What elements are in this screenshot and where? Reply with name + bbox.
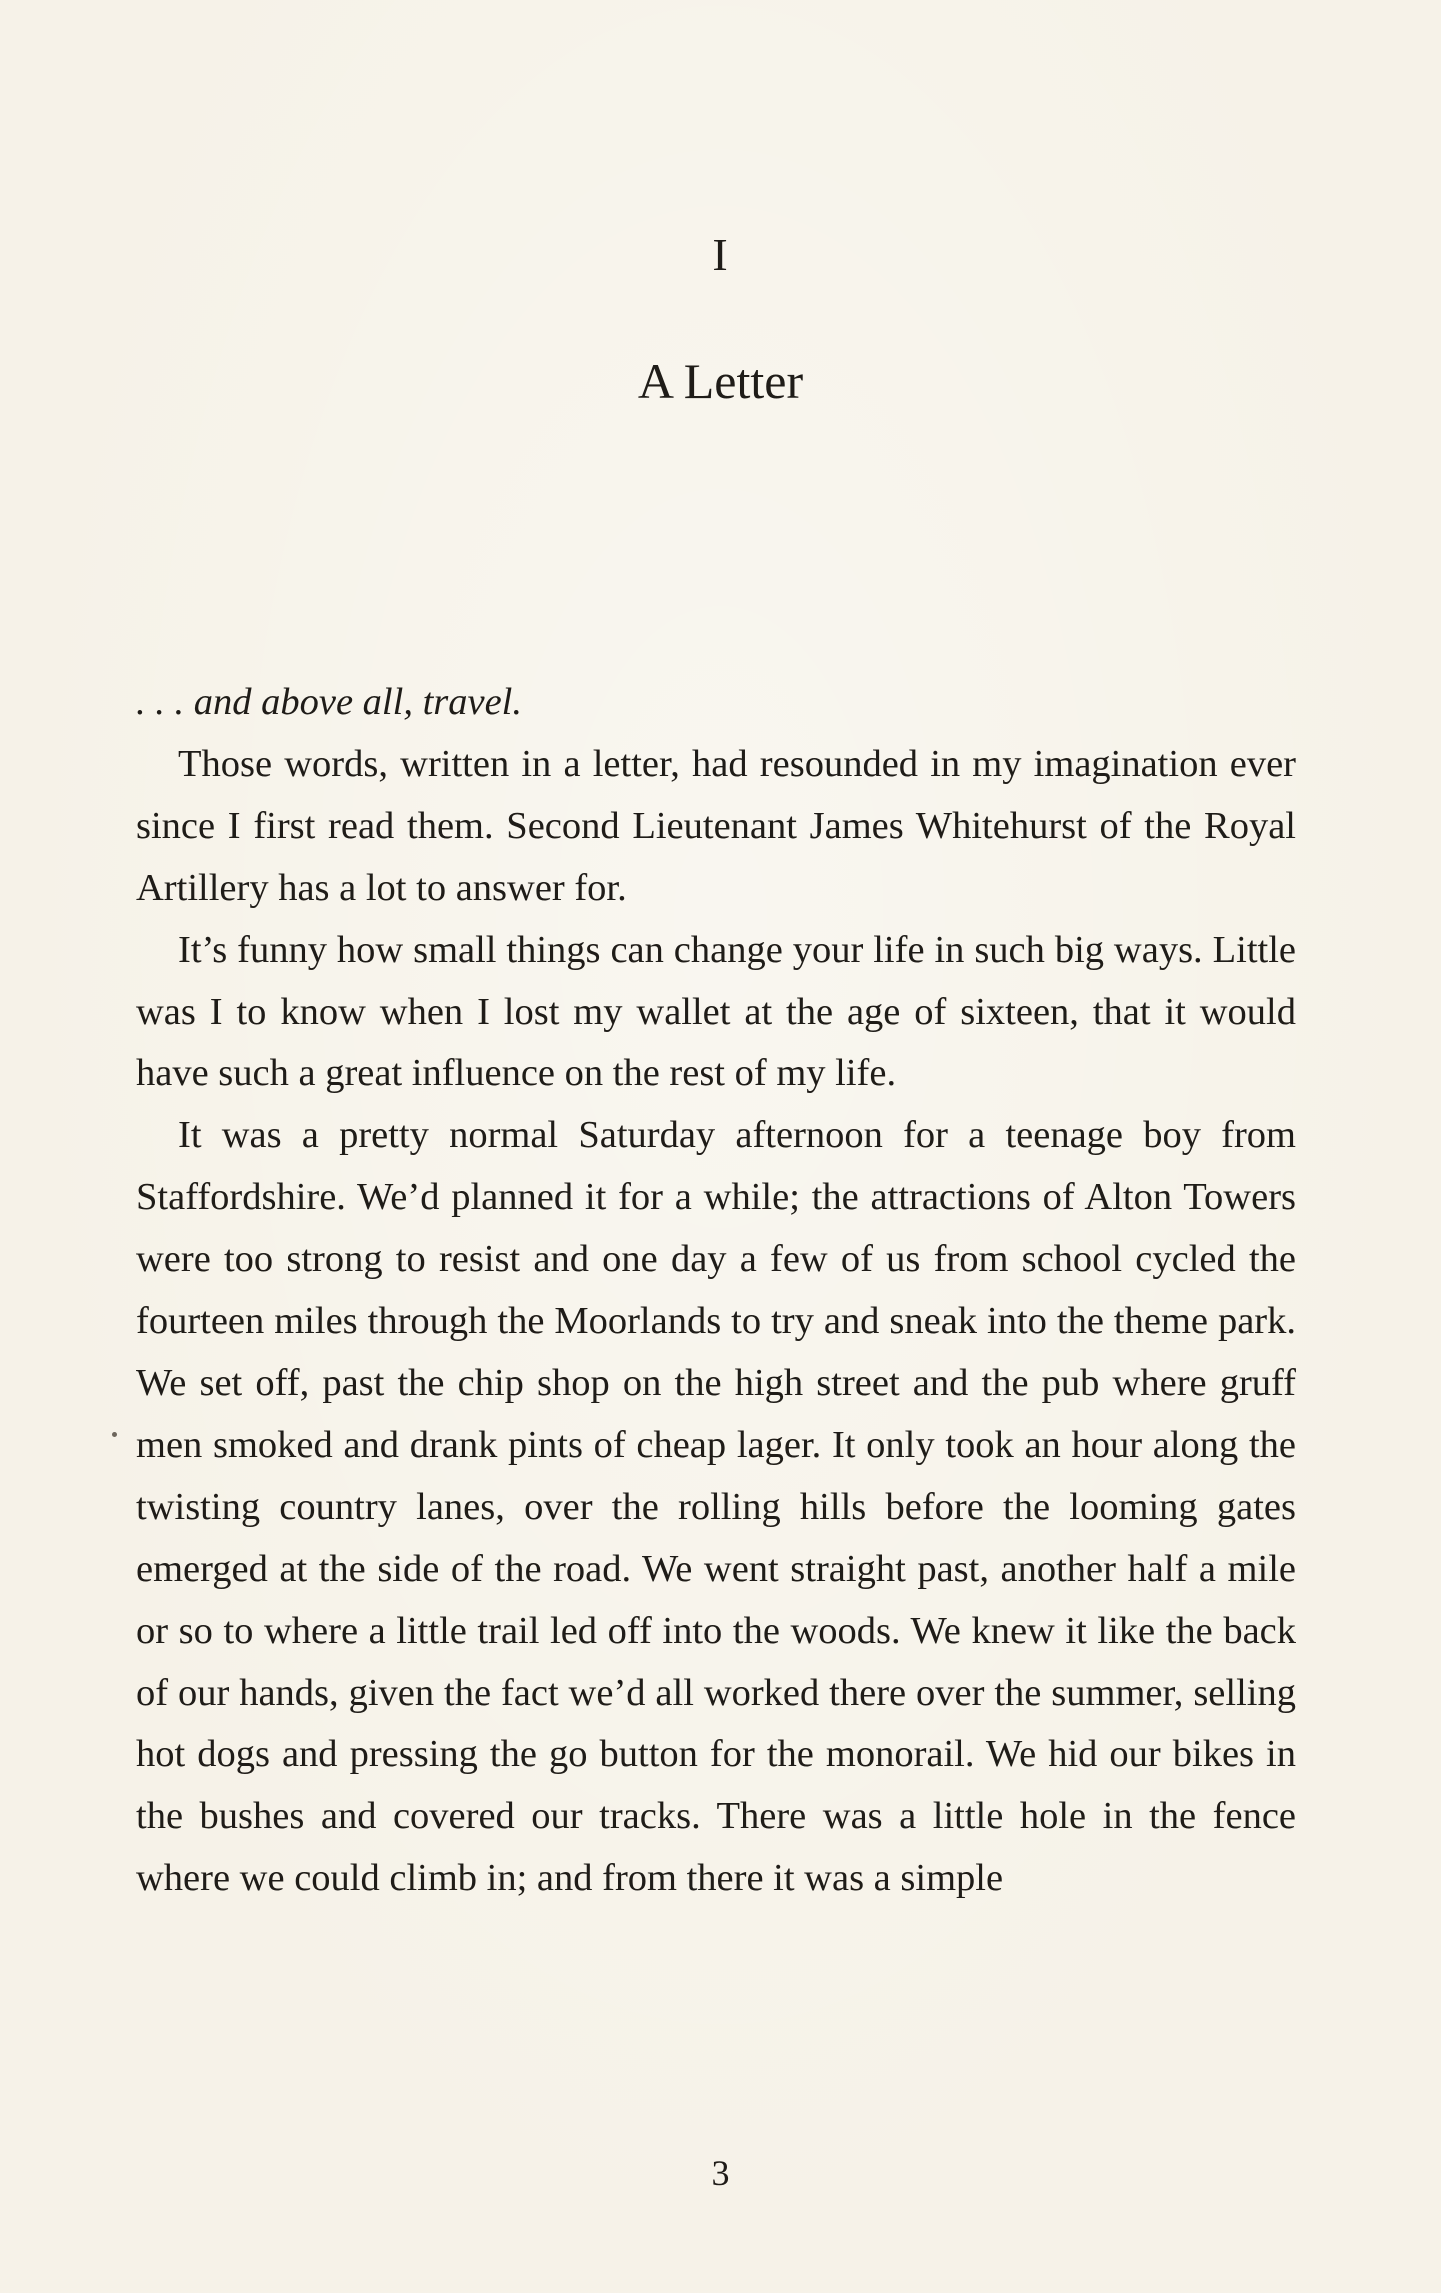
- paragraph-3: It was a pretty normal Saturday afternoon for a teenage boy from Staffordshire. We’d planned it for a while; the attractions of Alton Towers were too strong to resist and one day a few of us from school cycled the fourteen miles through the Moorlands to try and sneak into the theme park. We set off, past the chip shop on the high street and the pub where gruff men smoked and drank pints of cheap lager. It only took an hour along the twisting country lanes, over the rolling hills before the looming gates emerged at the side of the road. We went straight past, another half a mile or so to where a little trail led off into the woods. We knew it like the back of our hands, given the fact we’d all worked there over the summer, selling hot dogs and pressing the go button for the monorail. We hid our bikes in the bushes and covered our tracks. There was a little hole in the fence where we could climb in; and from there it was a simple: [136, 1114, 1296, 1900]
- page-number: 3: [711, 2153, 730, 2193]
- stray-ink-mark: [112, 1432, 117, 1437]
- chapter-number: I: [712, 229, 729, 280]
- paragraph-1: Those words, written in a letter, had resounded in my imagination ever since I first read them. Second Lieutenant James Whitehurst of the Royal Artillery has a lot to answer for.: [136, 742, 1296, 909]
- chapter-body: [136, 672, 1296, 1910]
- paragraph-2: It’s funny how small things can change your life in such big ways. Little was I to know when I lost my wallet at the age of sixteen, that it would have such a great influence on the rest of my life.: [136, 928, 1296, 1095]
- epigraph: . . . and above all, travel.: [136, 681, 522, 723]
- chapter-title: A Letter: [637, 353, 804, 409]
